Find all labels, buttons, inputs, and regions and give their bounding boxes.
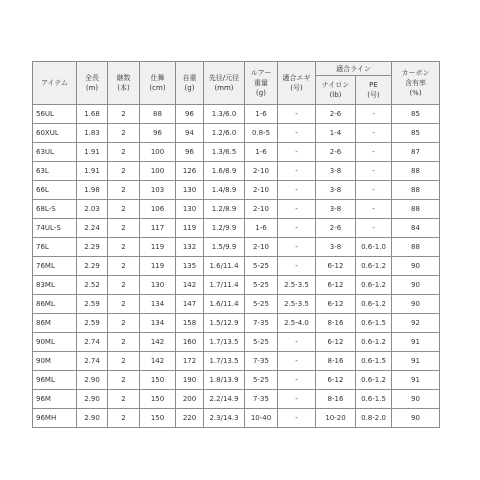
cell-weight: 132: [176, 238, 204, 257]
cell-length: 2.74: [77, 352, 108, 371]
cell-carbon: 90: [392, 390, 440, 409]
table-row: [33, 333, 440, 352]
header-nylon: ナイロン (lb): [316, 76, 356, 105]
cell-carbon: 90: [392, 257, 440, 276]
cell-diameter: 1.7/13.5: [204, 352, 245, 371]
cell-length: 2.90: [77, 409, 108, 428]
cell-lure-weight: 2-10: [245, 181, 278, 200]
cell-egi: 2.5-3.5: [278, 295, 316, 314]
cell-weight: 130: [176, 200, 204, 219]
cell-sections: 2: [108, 352, 140, 371]
cell-pe: -: [356, 162, 392, 181]
cell-closed-length: 117: [140, 219, 176, 238]
cell-egi: -: [278, 219, 316, 238]
cell-weight: 142: [176, 276, 204, 295]
cell-diameter: 1.2/9.9: [204, 219, 245, 238]
cell-length: 1.91: [77, 143, 108, 162]
table-row: [33, 105, 440, 124]
cell-diameter: 1.2/8.9: [204, 200, 245, 219]
cell-nylon: 2-6: [316, 105, 356, 124]
cell-item: 66L: [33, 181, 77, 200]
cell-closed-length: 119: [140, 257, 176, 276]
table-row: [33, 200, 440, 219]
cell-closed-length: 100: [140, 162, 176, 181]
cell-diameter: 1.3/6.0: [204, 105, 245, 124]
cell-sections: 2: [108, 314, 140, 333]
cell-weight: 172: [176, 352, 204, 371]
cell-egi: -: [278, 409, 316, 428]
cell-carbon: 91: [392, 371, 440, 390]
cell-length: 2.90: [77, 371, 108, 390]
cell-pe: 0.6-1.5: [356, 390, 392, 409]
cell-pe: -: [356, 143, 392, 162]
cell-egi: -: [278, 390, 316, 409]
cell-closed-length: 150: [140, 390, 176, 409]
cell-nylon: 2-6: [316, 143, 356, 162]
table-row: [33, 409, 440, 428]
cell-closed-length: 100: [140, 143, 176, 162]
cell-carbon: 90: [392, 295, 440, 314]
cell-lure-weight: 2-10: [245, 200, 278, 219]
cell-egi: -: [278, 124, 316, 143]
cell-sections: 2: [108, 333, 140, 352]
cell-lure-weight: 7-35: [245, 390, 278, 409]
cell-pe: 0.6-1.2: [356, 371, 392, 390]
cell-item: 96MH: [33, 409, 77, 428]
cell-closed-length: 103: [140, 181, 176, 200]
cell-nylon: 6-12: [316, 295, 356, 314]
cell-diameter: 1.6/11.4: [204, 257, 245, 276]
cell-sections: 2: [108, 181, 140, 200]
table-row: [33, 390, 440, 409]
cell-lure-weight: 5-25: [245, 257, 278, 276]
cell-item: 63UL: [33, 143, 77, 162]
cell-carbon: 91: [392, 352, 440, 371]
cell-closed-length: 106: [140, 200, 176, 219]
cell-nylon: 8-16: [316, 314, 356, 333]
cell-closed-length: 88: [140, 105, 176, 124]
cell-lure-weight: 10-40: [245, 409, 278, 428]
cell-item: 60XUL: [33, 124, 77, 143]
cell-lure-weight: 2-10: [245, 162, 278, 181]
cell-weight: 126: [176, 162, 204, 181]
cell-nylon: 3-8: [316, 162, 356, 181]
cell-length: 2.52: [77, 276, 108, 295]
table-row: [33, 371, 440, 390]
cell-sections: 2: [108, 124, 140, 143]
cell-pe: 0.6-1.5: [356, 314, 392, 333]
cell-diameter: 1.2/6.0: [204, 124, 245, 143]
cell-carbon: 84: [392, 219, 440, 238]
cell-weight: 94: [176, 124, 204, 143]
cell-diameter: 1.4/8.9: [204, 181, 245, 200]
header-row: [33, 62, 440, 76]
cell-carbon: 88: [392, 238, 440, 257]
header-lure-weight: ルアー 重量 (g): [245, 62, 278, 105]
table-row: [33, 257, 440, 276]
cell-egi: -: [278, 200, 316, 219]
cell-diameter: 1.7/11.4: [204, 276, 245, 295]
cell-carbon: 91: [392, 333, 440, 352]
cell-sections: 2: [108, 257, 140, 276]
cell-carbon: 85: [392, 105, 440, 124]
cell-nylon: 6-12: [316, 257, 356, 276]
cell-weight: 135: [176, 257, 204, 276]
header-line-group: 適合ライン: [316, 62, 392, 76]
cell-lure-weight: 5-25: [245, 276, 278, 295]
cell-egi: -: [278, 143, 316, 162]
table-row: [33, 181, 440, 200]
cell-nylon: 6-12: [316, 371, 356, 390]
table-row: [33, 143, 440, 162]
cell-carbon: 87: [392, 143, 440, 162]
header-closed-length: 仕舞 (cm): [140, 62, 176, 105]
table-row: [33, 314, 440, 333]
cell-nylon: 6-12: [316, 276, 356, 295]
cell-sections: 2: [108, 295, 140, 314]
cell-pe: 0.6-1.2: [356, 295, 392, 314]
cell-lure-weight: 1-6: [245, 105, 278, 124]
cell-sections: 2: [108, 162, 140, 181]
cell-closed-length: 134: [140, 314, 176, 333]
cell-nylon: 2-6: [316, 219, 356, 238]
cell-weight: 200: [176, 390, 204, 409]
cell-egi: 2.5-4.0: [278, 314, 316, 333]
cell-length: 2.59: [77, 314, 108, 333]
cell-egi: 2.5-3.5: [278, 276, 316, 295]
table-row: [33, 238, 440, 257]
cell-item: 76ML: [33, 257, 77, 276]
cell-sections: 2: [108, 238, 140, 257]
cell-lure-weight: 5-25: [245, 371, 278, 390]
cell-pe: -: [356, 219, 392, 238]
header-weight: 自重 (g): [176, 62, 204, 105]
cell-nylon: 8-16: [316, 352, 356, 371]
cell-item: 90M: [33, 352, 77, 371]
cell-weight: 130: [176, 181, 204, 200]
cell-length: 1.98: [77, 181, 108, 200]
cell-carbon: 88: [392, 200, 440, 219]
cell-egi: -: [278, 352, 316, 371]
cell-diameter: 1.5/12.9: [204, 314, 245, 333]
cell-item: 96M: [33, 390, 77, 409]
header-sections: 継数 (本): [108, 62, 140, 105]
cell-pe: -: [356, 200, 392, 219]
cell-nylon: 10-20: [316, 409, 356, 428]
cell-sections: 2: [108, 409, 140, 428]
cell-egi: -: [278, 238, 316, 257]
cell-nylon: 6-12: [316, 333, 356, 352]
cell-nylon: 8-16: [316, 390, 356, 409]
cell-closed-length: 119: [140, 238, 176, 257]
cell-item: 90ML: [33, 333, 77, 352]
cell-weight: 220: [176, 409, 204, 428]
cell-closed-length: 150: [140, 409, 176, 428]
cell-item: 96ML: [33, 371, 77, 390]
cell-egi: -: [278, 105, 316, 124]
cell-pe: 0.6-1.2: [356, 333, 392, 352]
cell-length: 1.83: [77, 124, 108, 143]
table-row: [33, 276, 440, 295]
cell-diameter: 1.7/13.5: [204, 333, 245, 352]
cell-carbon: 92: [392, 314, 440, 333]
cell-diameter: 1.6/8.9: [204, 162, 245, 181]
cell-lure-weight: 2-10: [245, 238, 278, 257]
cell-carbon: 88: [392, 162, 440, 181]
cell-length: 2.29: [77, 257, 108, 276]
cell-closed-length: 96: [140, 124, 176, 143]
cell-carbon: 88: [392, 181, 440, 200]
cell-sections: 2: [108, 200, 140, 219]
cell-lure-weight: 1-6: [245, 219, 278, 238]
cell-carbon: 85: [392, 124, 440, 143]
cell-item: 74UL-S: [33, 219, 77, 238]
cell-lure-weight: 1-6: [245, 143, 278, 162]
cell-diameter: 1.6/11.4: [204, 295, 245, 314]
cell-lure-weight: 0.8-5: [245, 124, 278, 143]
cell-diameter: 1.8/13.9: [204, 371, 245, 390]
header-egi: 適合エギ (号): [278, 62, 316, 105]
cell-egi: -: [278, 371, 316, 390]
cell-length: 1.91: [77, 162, 108, 181]
cell-sections: 2: [108, 371, 140, 390]
cell-length: 2.74: [77, 333, 108, 352]
cell-egi: -: [278, 333, 316, 352]
cell-weight: 96: [176, 105, 204, 124]
cell-sections: 2: [108, 219, 140, 238]
cell-lure-weight: 5-25: [245, 295, 278, 314]
cell-length: 2.90: [77, 390, 108, 409]
cell-weight: 190: [176, 371, 204, 390]
cell-sections: 2: [108, 105, 140, 124]
header-item: アイテム: [33, 62, 77, 105]
table-row: [33, 162, 440, 181]
cell-length: 2.03: [77, 200, 108, 219]
cell-weight: 96: [176, 143, 204, 162]
cell-item: 86ML: [33, 295, 77, 314]
cell-closed-length: 142: [140, 333, 176, 352]
cell-lure-weight: 7-35: [245, 314, 278, 333]
cell-closed-length: 150: [140, 371, 176, 390]
cell-closed-length: 134: [140, 295, 176, 314]
cell-item: 86M: [33, 314, 77, 333]
cell-nylon: 1-4: [316, 124, 356, 143]
header-pe: PE (号): [356, 76, 392, 105]
cell-egi: -: [278, 181, 316, 200]
table-row: [33, 124, 440, 143]
cell-weight: 160: [176, 333, 204, 352]
cell-nylon: 3-8: [316, 181, 356, 200]
spec-table: [32, 61, 440, 428]
cell-lure-weight: 7-35: [245, 352, 278, 371]
table-row: [33, 219, 440, 238]
cell-sections: 2: [108, 276, 140, 295]
cell-diameter: 2.2/14.9: [204, 390, 245, 409]
cell-pe: 0.6-1.0: [356, 238, 392, 257]
cell-closed-length: 142: [140, 352, 176, 371]
cell-weight: 119: [176, 219, 204, 238]
cell-item: 56UL: [33, 105, 77, 124]
spec-body: [33, 105, 440, 428]
cell-length: 2.24: [77, 219, 108, 238]
header-diameter: 先径/元径 (mm): [204, 62, 245, 105]
cell-pe: 0.6-1.5: [356, 352, 392, 371]
cell-diameter: 2.3/14.3: [204, 409, 245, 428]
cell-pe: 0.8-2.0: [356, 409, 392, 428]
cell-pe: -: [356, 105, 392, 124]
cell-length: 2.29: [77, 238, 108, 257]
header-length: 全長 (m): [77, 62, 108, 105]
cell-sections: 2: [108, 390, 140, 409]
cell-diameter: 1.3/6.5: [204, 143, 245, 162]
cell-egi: -: [278, 257, 316, 276]
table-row: [33, 352, 440, 371]
cell-length: 1.68: [77, 105, 108, 124]
cell-weight: 147: [176, 295, 204, 314]
cell-pe: -: [356, 181, 392, 200]
cell-item: 83ML: [33, 276, 77, 295]
cell-length: 2.59: [77, 295, 108, 314]
cell-weight: 158: [176, 314, 204, 333]
cell-carbon: 90: [392, 409, 440, 428]
cell-egi: -: [278, 162, 316, 181]
cell-pe: 0.6-1.2: [356, 257, 392, 276]
cell-nylon: 3-8: [316, 238, 356, 257]
cell-sections: 2: [108, 143, 140, 162]
cell-pe: -: [356, 124, 392, 143]
header-carbon: カーボン 含有率 (%): [392, 62, 440, 105]
cell-closed-length: 130: [140, 276, 176, 295]
cell-item: 68L-S: [33, 200, 77, 219]
cell-item: 76L: [33, 238, 77, 257]
cell-lure-weight: 5-25: [245, 333, 278, 352]
cell-item: 63L: [33, 162, 77, 181]
cell-carbon: 90: [392, 276, 440, 295]
cell-nylon: 3-8: [316, 200, 356, 219]
cell-diameter: 1.5/9.9: [204, 238, 245, 257]
table-row: [33, 295, 440, 314]
cell-pe: 0.6-1.2: [356, 276, 392, 295]
